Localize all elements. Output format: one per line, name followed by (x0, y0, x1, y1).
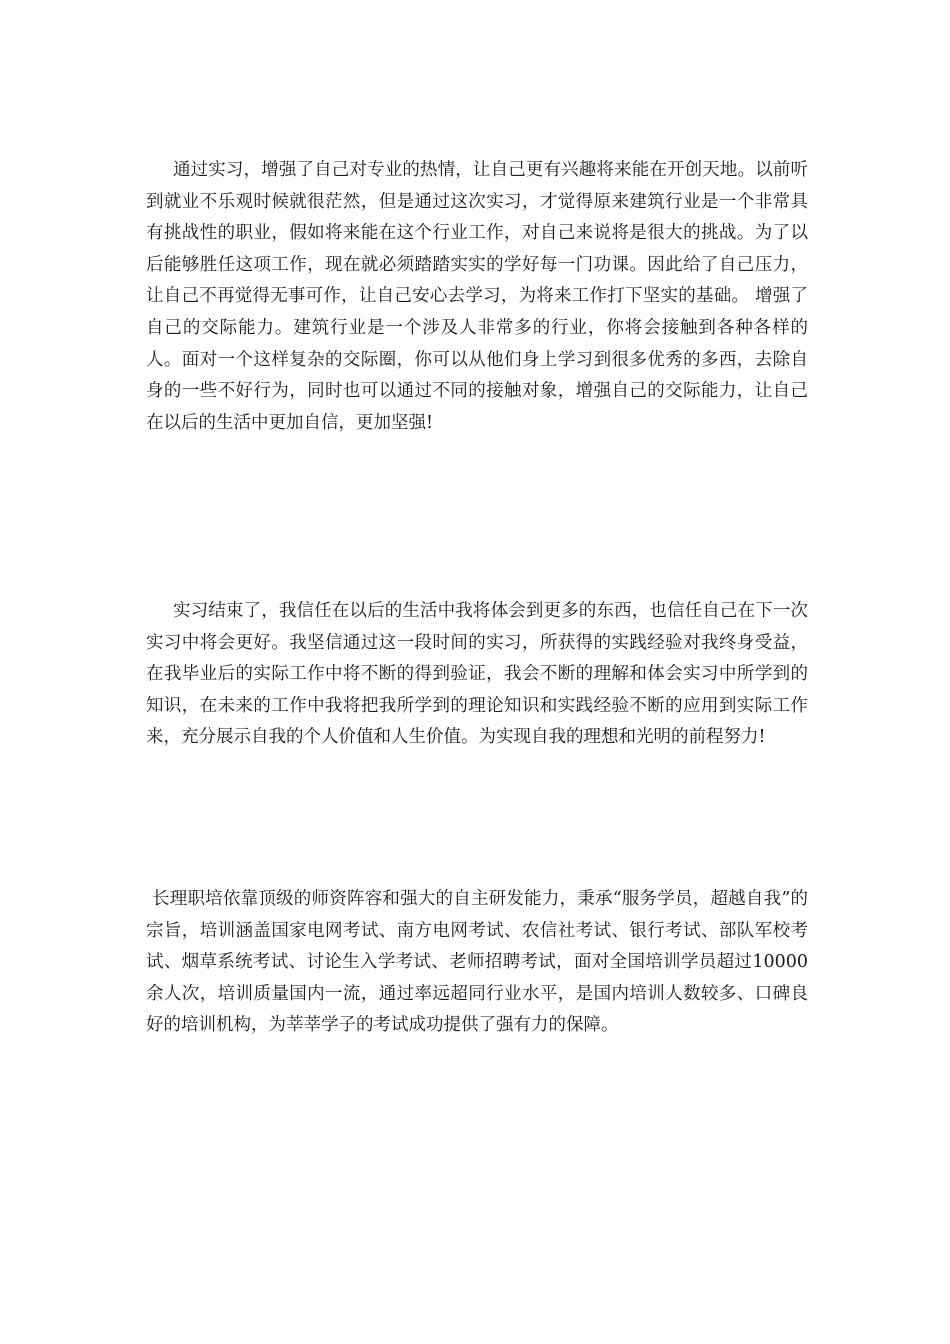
paragraph-training-institution: 长理职培依靠顶级的师资阵容和强大的自主研发能力，秉承“服务学员，超越自我”的宗旨，培训涵盖国家电网考试、南方电网考试、农信社考试、银行考试、部队军校考试、烟草系统考试、讨论生入学考试、老师招聘考试，面对全国培训学员超过10000余人次，培训质量国内一流，通过率远超同行业水平，是国内培训人数较多、口碑良好的培训机构，为莘莘学子的考试成功提供了强有力的保障。 (146, 889, 808, 1036)
paragraph-internship-benefits: 通过实习，增强了自己对专业的热情，让自己更有兴趣将来能在开创天地。以前听到就业不乐观时候就很茫然，但是通过这次实习，才觉得原来建筑行业是一个非常具有挑战性的职业，假如将来能在这个行业工作，对自己来说将是很大的挑战。为了以后能够胜任这项工作，现在就必须踏踏实实的学好每一门功课。因此给了自己压力，让自己不再觉得无事可作，让自己安心去学习，为将来工作打下坚实的基础。 增强了自己的交际能力。建筑行业是一个涉及人非常多的行业，你将会接触到各种各样的人。面对一个这样复杂的交际圈，你可以从他们身上学习到很多优秀的多西，去除自身的一些不好行为，同时也可以通过不同的接触对象，增强自己的交际能力，让自己在以后的生活中更加自信，更加坚强! (146, 160, 808, 433)
paragraph-internship-conclusion: 实习结束了，我信任在以后的生活中我将体会到更多的东西，也信任自己在下一次实习中将会更好。我坚信通过这一段时间的实习，所获得的实践经验对我终身受益，在我毕业后的实际工作中将不断的得到验证，我会不断的理解和体会实习中所学到的知识，在未来的工作中我将把我所学到的理论知识和实践经验不断的应用到实际工作来，充分展示自我的个人价值和人生价值。为实现自我的理想和光明的前程努力! (146, 601, 808, 748)
